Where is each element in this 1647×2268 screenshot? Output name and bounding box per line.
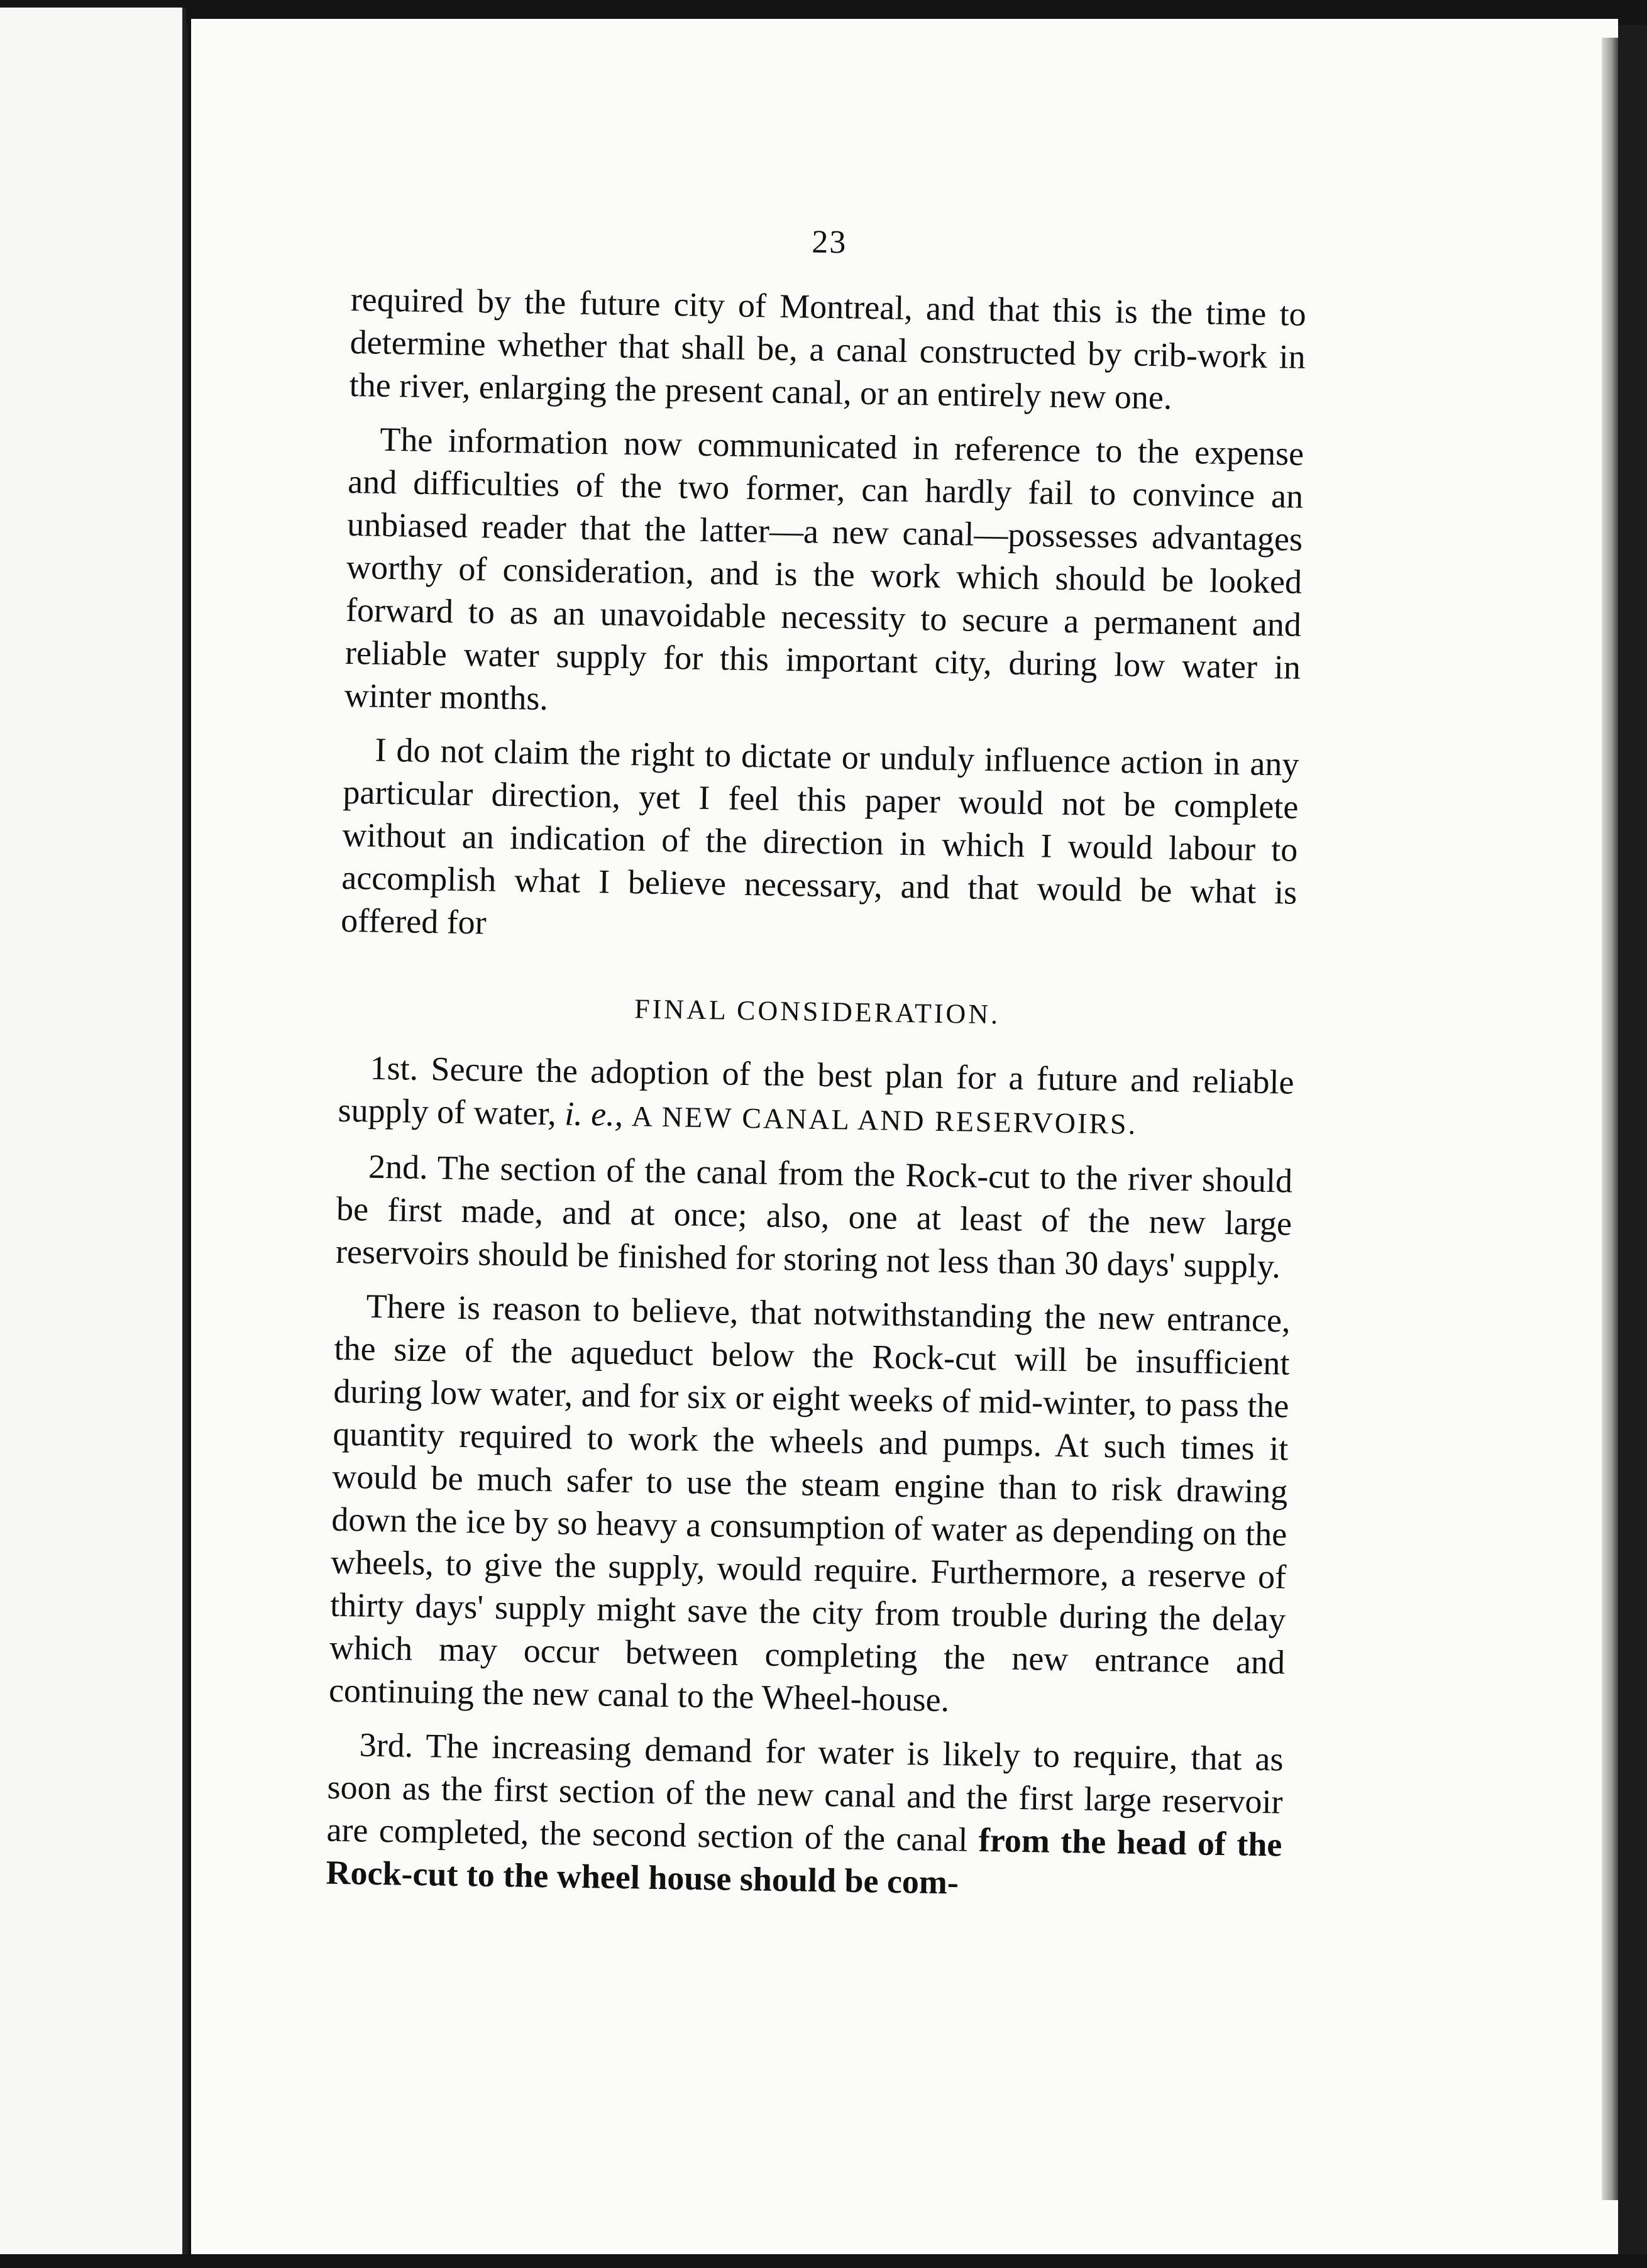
- facing-page-edge: [0, 8, 186, 2258]
- page-fore-edge: [1602, 38, 1618, 2200]
- third-point-bold-line: from the head of the Rock-cut to the wheel house should be com-: [326, 1820, 1282, 1902]
- paragraph-1st: [338, 1046, 1294, 1148]
- paragraph-3: I do not claim the right to dictate or unduly influence action in any particular direction, yet I feel this paper would not be complete without an indication of the direction in which I would labour to accomplish what I believe necessary, and that would be what is offered for: [340, 730, 1299, 942]
- page-number: 23: [811, 224, 847, 261]
- section-heading: FINAL CONSIDERATION.: [634, 993, 1001, 1030]
- scan-bottom-border: [0, 2254, 1647, 2268]
- paragraph-3rd: [326, 1723, 1284, 1909]
- paragraph-2: The information now communicated in reference to the expense and difficulties of the two former, can hardly fail to convince an unbiased reader that the latter—a new canal—possesses advantages worthy of consideration, and is the work which should be looked forward to as an unavoidable necessity to secure a permanent and reliable water supply for this important city, during low water in winter months.: [344, 420, 1304, 717]
- third-point-text: 3rd. The increasing demand for water is likely to require, that as soon as the first section of the new canal and the first large reservoir are completed, the second section of the canal: [326, 1726, 1284, 1859]
- paragraph-reason: There is reason to believe, that notwithstanding the new entrance, the size of the aqueduct below the Rock-cut will be insufficient during low water, and for six or eight weeks of mid-winter, to pass the quantity required to work the wheels and pumps. At such times it would be much safer to use the steam engine than to risk drawing down the ice by so heavy a consumption of water as depending on the wheels, to give the supply, would require. Furthermore, a reserve of thirty days' supply might save the city from trouble during the delay which may occur between completing the new entrance and continuing the new canal to the Wheel-house.: [328, 1287, 1291, 1719]
- page-text: [326, 214, 1308, 1920]
- new-canal-caps: A NEW CANAL AND RESERVOIRS.: [631, 1100, 1138, 1140]
- paragraph-2nd: 2nd. The section of the canal from the Rock-cut to the river should be first made, and at once; also, one at least of the new large reservoirs should be finished for storing not less than 30 days' supply.: [335, 1147, 1293, 1285]
- first-point-text: 1st. Secure the adoption of the best plan for a future and reliable supply of water,: [338, 1049, 1294, 1133]
- ie-abbrev: i. e.,: [564, 1094, 624, 1133]
- paragraph-1: required by the future city of Montreal, and that this is the time to determine whether that shall be, a canal constructed by crib-work in the river, enlarging the present canal, or an entirely new one.: [349, 280, 1307, 417]
